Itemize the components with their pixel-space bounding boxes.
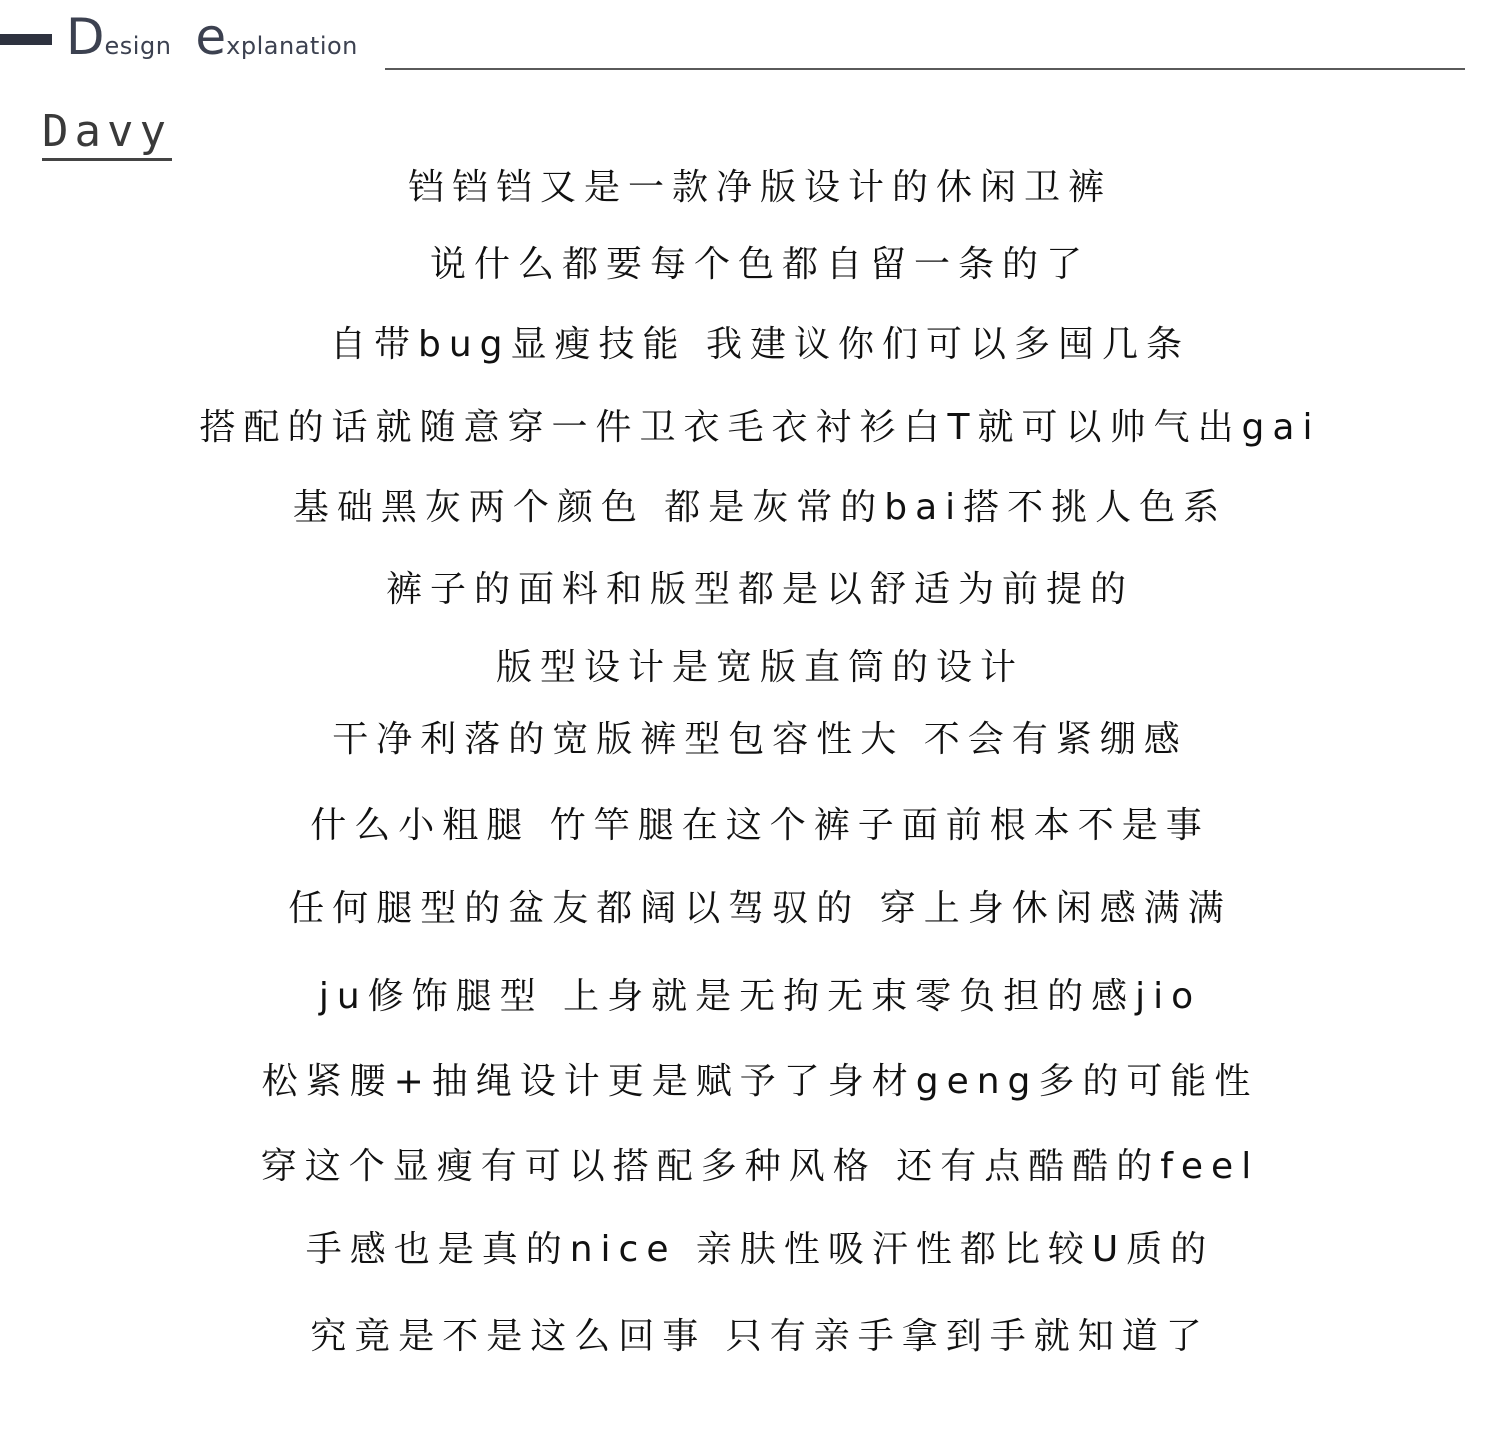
section-heading	[66, 8, 358, 75]
description-line: 基础黑灰两个颜色 都是灰常的bai搭不挑人色系	[292, 487, 1228, 528]
description-line: 干净利落的宽版裤型包容性大 不会有紧绷感	[332, 719, 1188, 760]
description-line: 版型设计是宽版直筒的设计	[495, 647, 1024, 688]
author-name: Davy	[42, 106, 172, 161]
description-line: 什么小粗腿 竹竿腿在这个裤子面前根本不是事	[310, 805, 1210, 846]
description-line: 任何腿型的盆友都阔以驾驭的 穿上身休闲感满满	[288, 888, 1232, 929]
description-line: 松紧腰+抽绳设计更是赋予了身材geng多的可能性	[261, 1061, 1259, 1102]
description-line: 手感也是真的nice 亲肤性吸汗性都比较U质的	[305, 1229, 1215, 1270]
heading-rest-xplanation: xplanation	[226, 32, 358, 60]
description-line: 说什么都要每个色都自留一条的了	[429, 244, 1090, 285]
description-line: 裤子的面料和版型都是以舒适为前提的	[385, 569, 1134, 610]
description-line: 究竟是不是这么回事 只有亲手拿到手就知道了	[310, 1316, 1210, 1357]
description-line: ju修饰腿型 上身就是无拘无束零负担的感jio	[318, 976, 1202, 1017]
heading-initial-e: e	[195, 8, 227, 66]
description-line: 穿这个显瘦有可以搭配多种风格 还有点酷酷的feel	[260, 1146, 1260, 1187]
description-line: 自带bug显瘦技能 我建议你们可以多囤几条	[330, 324, 1190, 365]
header-accent-bar	[0, 34, 52, 45]
heading-rest-esign: esign	[104, 32, 172, 60]
header-divider	[385, 68, 1465, 70]
description-line: 搭配的话就随意穿一件卫衣毛衣衬衫白T就可以帅气出gai	[199, 407, 1321, 448]
description-line: 铛铛铛又是一款净版设计的休闲卫裤	[407, 167, 1112, 208]
heading-initial-d: D	[66, 8, 105, 66]
